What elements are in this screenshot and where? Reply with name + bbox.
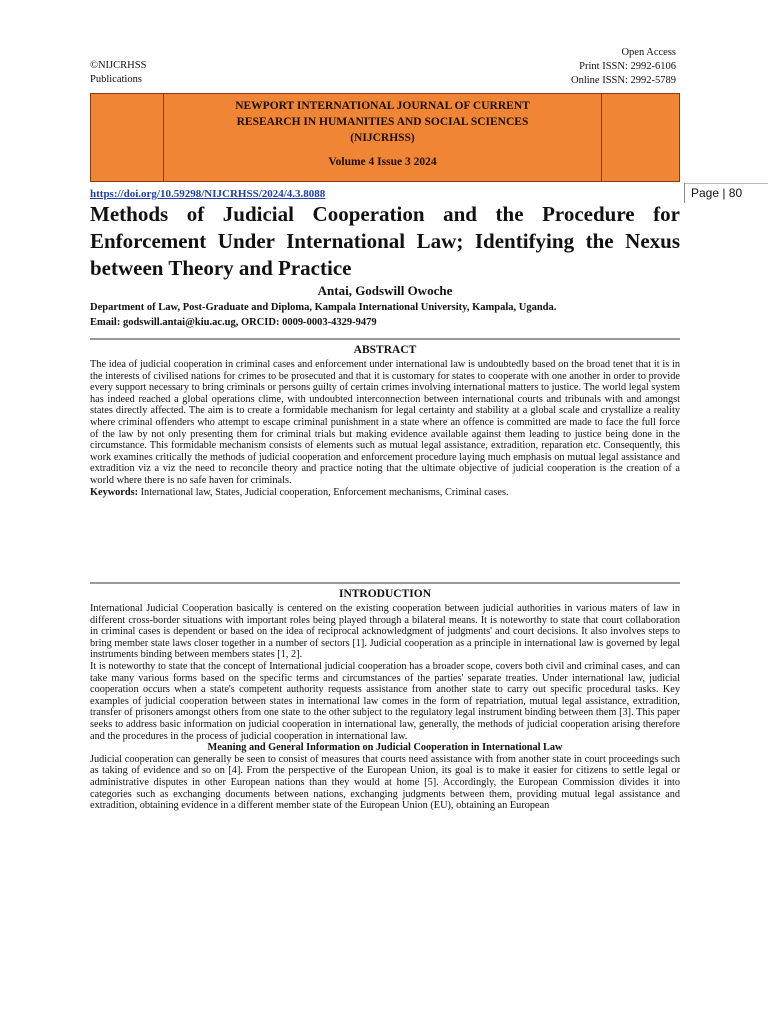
doi-link[interactable]: https://doi.org/10.59298/NIJCRHSS/2024/4.3.8088 [90, 188, 326, 200]
subsection-heading: Meaning and General Information on Judicial Cooperation in International Law [207, 742, 563, 754]
publisher-label: Publications [90, 74, 142, 85]
abstract-bottom-rule [90, 582, 680, 584]
intro-paragraph-2: It is noteworthy to state that the concept of International judicial cooperation has a broader scope, covers both civil and criminal cases, and can take many various forms based on the specific terms and circumstances of the parties' separate treaties. Under international law, judicial cooperation occurs when a state's competent authority requests assistance from another state to carry out specific procedural tasks. Key examples of judicial cooperation between states in international law comes in the form of repatriation, mutual legal assistance, extradition, transfer of prisoners amongst others from one state to the other subject to the regulatory legal instrument binding between them [3]. This paper seeks to address basic information on judicial cooperation in international law, generally, the methods of judicial cooperation arising therefore and the procedures in the process of judicial cooperation in international law. [90, 660, 680, 742]
email-orcid: Email: godswill.antai@kiu.ac.ug, ORCID: 0009-0003-4329-9479 [90, 317, 377, 328]
journal-abbrev: (NIJCRHSS) [350, 132, 415, 144]
intro-paragraph-1: International Judicial Cooperation basically is centered on the existing cooperation between judicial authorities in various maters of law in different cross-border situations with important roles being played through a bilateral means. It is noteworthy to state that court collaboration in criminal cases is dependent or based on the idea of reciprocal acknowledgment of judgments' and court decisions. It also involves steps to bring member state laws closer together in a number of sectors [1]. Judicial cooperation as a principle in international law is governed by legal instruments binding between members states [1, 2]. [90, 603, 680, 661]
intro-paragraph-3: Judicial cooperation can generally be seen to consist of measures that courts need assistance with from another state in court proceedings such as taking of evidence and so on [4]. From the perspective of the European Union, its goal is to make it easier for citizens to settle legal or administrative disputes in other European nations than they would at home [5]. Accordingly, the European Commission divides it into categories such as exchanging documents between nations, exchanging judgments between them, providing mutual legal assistance and extradition, obtaining evidence in a different member state of the European Union (EU), obtaining an European [90, 753, 680, 812]
issn-block [571, 46, 676, 88]
authors: Antai, Godswill Owoche [317, 283, 453, 298]
journal-name-line2: RESEARCH IN HUMANITIES AND SOCIAL SCIENCES [236, 116, 529, 128]
open-access-label: Open Access [621, 47, 676, 58]
introduction-heading: INTRODUCTION [338, 588, 431, 600]
journal-name-line1: NEWPORT INTERNATIONAL JOURNAL OF CURRENT [235, 100, 530, 112]
paper-title: Methods of Judicial Cooperation and the Procedure for Enforcement Under International Law; Identifying the Nexus between Theory and Practice [90, 202, 680, 280]
abstract-text: The idea of judicial cooperation in criminal cases and enforcement under international law is undoubtedly based on the broad tenet that it is in the interests of civilised nations for crimes to be prosecuted and that it is customary for states to cooperate with one another in order to provide every support necessary to bring criminals or persons guilty of certain crimes involving international matters to justice. The world legal system has indeed reached a global operations clime, with undoubted interconnection between international courts and tribunals with and amongst states directly affected. The aim is to create a formidable mechanism for legal certainty and stability at a global scale and crystallize a reality where criminal offenders who attempt to escape criminal punishment in a state where an offence is committed are made to face the full force of the law by not only presenting them for criminal trials but making evidence available against them leading to justice being done in the circumstance. This formidable mechanism consists of elements such as mutual legal assistance, extradition, reparation etc. Consequently, this work examines critically the methods of judicial cooperation and enforcement procedure laying much emphasis on mutual legal assistance and extradition viz a viz the need to reconcile theory and practice noting that the ultimate objective of judicial cooperation is the creation of a world where there is no safe haven for criminals. [90, 359, 680, 486]
page-number: Page | 80 [684, 183, 768, 203]
journal-info [163, 98, 602, 170]
online-issn: Online ISSN: 2992-5789 [571, 75, 676, 86]
abstract-heading: ABSTRACT [353, 344, 417, 356]
affiliation-block [90, 300, 680, 330]
journal-volume: Volume 4 Issue 3 2024 [328, 156, 437, 168]
banner-left-cell [91, 94, 164, 181]
abstract-top-rule [90, 338, 680, 340]
abstract-body [90, 359, 680, 498]
keywords-line [90, 487, 680, 499]
publisher-name: ©NIJCRHSS [90, 60, 147, 71]
introduction-body [90, 603, 680, 812]
keywords-label: Keywords: [90, 486, 139, 498]
print-issn: Print ISSN: 2992-6106 [579, 61, 676, 72]
publisher-block [90, 59, 146, 87]
affiliation: Department of Law, Post-Graduate and Diploma, Kampala International University, Kampala, Uganda. [90, 302, 557, 313]
banner-right-cell [601, 94, 679, 181]
keywords-text: International law, States, Judicial cooperation, Enforcement mechanisms, Criminal cases. [138, 486, 509, 498]
journal-banner [90, 93, 680, 182]
